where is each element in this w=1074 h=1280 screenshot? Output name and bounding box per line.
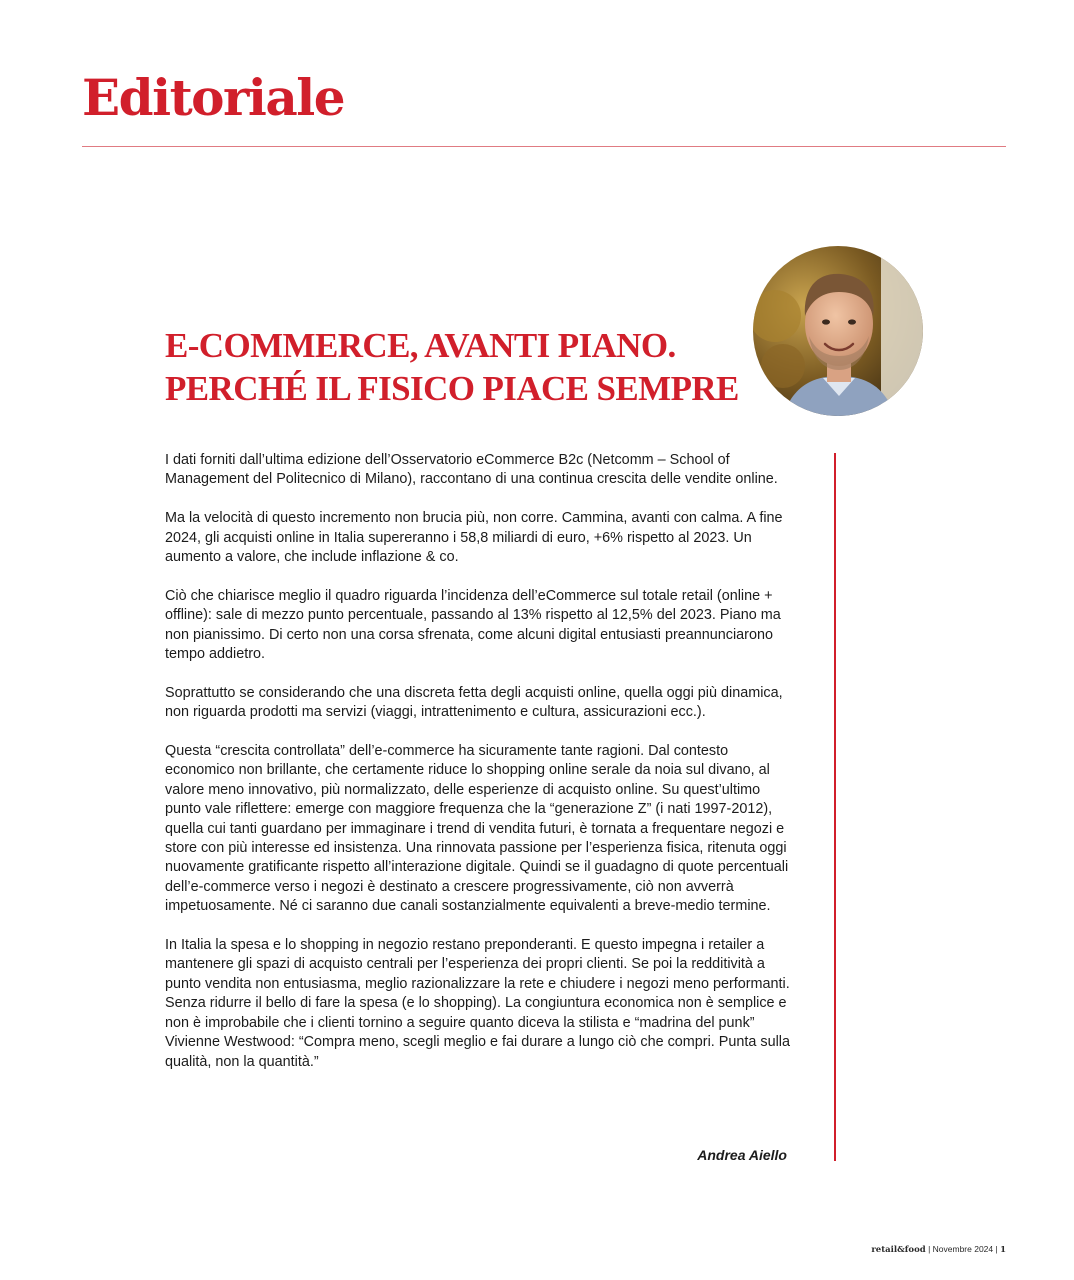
headline-line-2: PERCHÉ IL FISICO PIACE SEMPRE — [165, 369, 739, 408]
author-signature: Andrea Aiello — [697, 1147, 787, 1163]
paragraph: Ciò che chiarisce meglio il quadro riguarda l’incidenza dell’eCommerce sul totale retail (online + offline): sale di mezzo punto percentuale, passando al 13% rispetto al 12,5% del 2023. Piano ma non pianissimo. Di certo non una corsa sfrenata, come alcuni digital entusiasti preannunciarono tempo addietro. — [165, 587, 781, 663]
title-divider — [82, 146, 1006, 147]
headline-line-1: E-COMMERCE, AVANTI PIANO. — [165, 326, 676, 365]
footer-brand: retail&food — [871, 1245, 926, 1255]
article-body — [165, 451, 790, 1091]
paragraph: Questa “crescita controllata” dell’e-commerce ha sicuramente tante ragioni. Dal contesto economico non brillante, che certamente riduce lo shopping online serale da noia sul divano, al valore meno innovativo, più normalizzato, delle esperienze di acquisto online. Su quest’ultimo punto vale riflettere: emerge con maggiore frequenza che la “generazione Z” (i nati 1997-2012), quella cui tanti guardano per immaginare i trend di vendita futuri, è tornata a frequentare negozi e store con più interesse ed insistenza. Una rinnovata passione per l’esperienza fisica, ritenuta oggi nuovamente gratificante rispetto all’interazione digitale. Quindi se il guadagno di quote percentuali dell’e-commerce verso i negozi è destinato a crescere progressivamente, ciò non avverrà impetuosamente. Né ci saranno due canali sostanzialmente equivalenti a breve-medio termine. — [165, 743, 789, 915]
vertical-accent-rule — [834, 453, 836, 1161]
paragraph: Soprattutto se considerando che una discreta fetta degli acquisti online, quella oggi più dinamica, non riguarda prodotti ma servizi (viaggi, intrattenimento e cultura, assicurazioni ecc.). — [165, 684, 783, 721]
footer-issue: Novembre 2024 — [932, 1244, 994, 1254]
article-headline — [165, 324, 745, 410]
author-portrait — [753, 246, 923, 416]
paragraph: Ma la velocità di questo incremento non brucia più, non corre. Cammina, avanti con calma. A fine 2024, gli acquisti online in Italia supereranno i 58,8 miliardi di euro, +6% rispetto al 2023. Un aumento a valore, che include inflazione & co. — [165, 510, 783, 566]
paragraph: In Italia la spesa e lo shopping in negozio restano preponderanti. E questo impegna i retailer a mantenere gli spazi di acquisto centrali per l’esperienza dei propri clienti. Se poi la redditività a punto vendita non entusiasma, meglio razionalizzare la rete e chiudere i negozi meno performanti. Senza ridurre il bello di fare la spesa (e lo shopping). La congiuntura economica non è semplice e non è improbabile che i clienti tornino a seguire quanto diceva la stilista e “madrina del punk” Vivienne Westwood: “Compra meno, scegli meglio e fai durare a lungo ciò che compri. Punta sulla qualità, non la quantità.” — [165, 937, 790, 1070]
page-number: 1 — [1000, 1245, 1006, 1255]
section-title: Editoriale — [82, 68, 345, 127]
paragraph: I dati forniti dall’ultima edizione dell’Osservatorio eCommerce B2c (Netcomm – School of Management del Politecnico di Milano), raccontano di una continua crescita delle vendite online. — [165, 452, 778, 488]
page-footer: retail&food | Novembre 2024 | 1 — [871, 1244, 1006, 1255]
